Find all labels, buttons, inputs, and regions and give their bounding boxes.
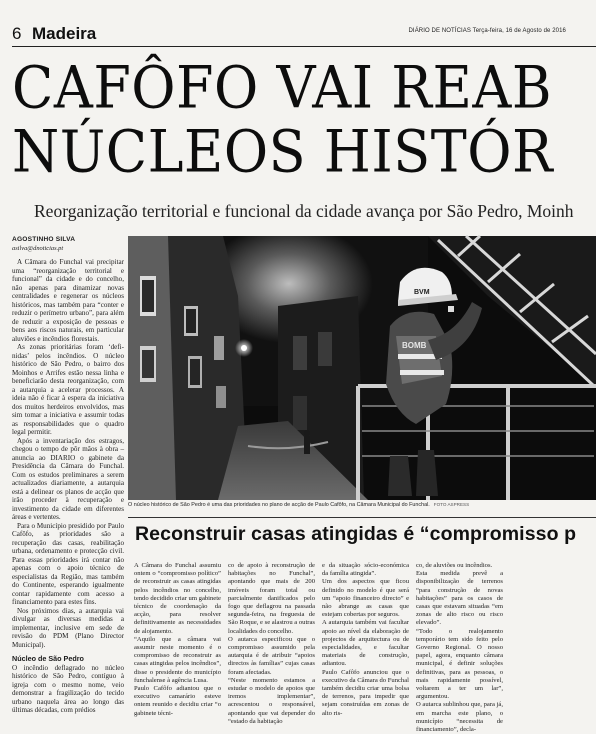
paragraph: O incêndio deflagrado no núcleo histórico de São Pedro, contíguo à igreja com o mesmo nome, veio demonstrar a fragilização do tecido urbano naquela área ao longo das últimas décadas, com prédios [12, 663, 124, 714]
vest-label: BOMB [402, 341, 427, 350]
paragraph: O autarca sublinhou que, para já, em marcha este plano, o município “necessita de financiamento”, decla- [416, 701, 503, 734]
byline: AGOSTINHO SILVA [12, 236, 76, 243]
paragraph: “Todo o realojamento temporário tem sido feito pelo Governo Regional. O nosso papel, agora, enquanto câmara municipal, é definir soluções definitivas, para as pessoas, o mais rapidamente possível, voltarem a ter um lar”, argumentou. [416, 627, 503, 701]
helmet-label: BVM [414, 289, 430, 296]
paragraph: Paulo Cafôfo anunciou que o executivo da Câmara do Funchal também decidiu criar uma bolsa de terrenos, para impedir que sejam construídas em zonas de alto ris- [322, 668, 409, 717]
paragraph: A Câmara do Funchal vai precipitar uma “reorganização territorial e funcional” da cidade e do concelho, não apenas para dinamizar novas centralidades e regenerar os núcleos históricos, mas também para “conter e reduzir o perímetro urbano”, para além de reduzir a exposição de pessoas e bens aos riscos naturais, em particular aluviões e incêndios florestais. [12, 258, 124, 343]
left-article-column [12, 236, 124, 715]
paragraph: A autarquia também vai facultar apoio ao nível da elaboração de projectos de arquitectura ou de especialidades, e facultar materiais de construção, adiantou. [322, 619, 409, 668]
page-header [12, 24, 596, 44]
headline-line-2: NÚCLEOS HISTÓR [12, 117, 554, 186]
paragraph: As zonas prioritárias foram ‘defi-nidas’ pelos incêndios. O núcleo histórico de São Pedro, o bairro dos Moinhos e Arrifes estão nessa linha e beneficiarão desta reorganização, com a autarquia a acelerar processos. A ideia não é ficar à espera da iniciativa dos muitos herdeiros envolvidos, mas sim tomar a iniciativa e assumir todas as responsabilidades que o quadro legal permitir. [12, 343, 124, 436]
paragraph: co de apoio à reconstrução de habitações no Funchal”, apontando que mais de 200 imóveis foram total ou parcialmente danificados pelo fogo que deflagrou na passada segunda-feira, na freguesia de São Roque, e se alastrou a outras localidades do concelho. [228, 562, 315, 635]
paragraph: Após a inventariação dos estragos, chegou o tempo de pôr mãos à obra – anuncia ao DIARIO o gabinete da Presidência da Câmara do Funchal. Com os estudos preliminares a serem actualizados diariamente, a autarquia está a delinear os planos de acção que irão proceder à recuperação e investimento da cidade em diferentes áreas e vertentes. [12, 436, 124, 521]
secondary-headline: Reconstruir casas atingidas é “compromisso p [135, 523, 577, 545]
paragraph: Para o Município presidido por Paulo Cafôfo, as prioridades são a recuperação das casas, reabilitação urbana, ordenamento e protecção civil. Para essas prioridades irá contar não apenas com o apoio técnico de especialistas da Região, mas também do Continente, esperando igualmente contar rapidamente com acesso a financiamento para estes fins. [12, 521, 124, 606]
caption-text: O núcleo histórico de São Pedro é uma das prioridades no plano de acção de Paulo Cafôfo, na Câmara Municipal do Funchal. [128, 502, 430, 508]
body-column-3 [322, 562, 409, 718]
subheadline: Reorganização territorial e funcional da cidade avança por São Pedro, Moinh [34, 201, 574, 221]
headline-line-1: CAFÔFO VAI REAB [12, 53, 553, 122]
paragraph: Nos próximos dias, a autarquia vai divulgar as diversas medidas a implementar, inclusive em sede de revisão do PDM (Plano Director Municipal). [12, 606, 124, 649]
section-name: Madeira [32, 24, 97, 43]
paragraph: O autarca especificou que o compromisso assumido pela autarquia é de atribuir “apoios directos às famílias” cujas casas foram afectadas. [228, 635, 315, 676]
author-email: asilva@dnoticias.pt [12, 244, 64, 252]
body-column-4 [416, 562, 503, 734]
photo-caption [128, 502, 596, 508]
news-photo-firefighter [128, 236, 596, 500]
photo-credit: FOTO ASPRESS [433, 502, 470, 507]
body-column-1 [134, 562, 221, 718]
paragraph: e da situação sócio-económica da família atingida”. [322, 562, 409, 578]
paragraph: Um dos aspectos que ficou definido no modelo é que será um “apoio financeiro directo” e não abrange as casas que estejam cobertas por seguros. [322, 578, 409, 619]
column-subhead: Núcleo de São Pedro [12, 654, 84, 663]
page-number: 6 [12, 24, 22, 43]
dateline: DIÁRIO DE NOTÍCIAS Terça-feira, 16 de Agosto de 2016 [408, 28, 566, 34]
header-divider [12, 46, 596, 47]
paragraph: A Câmara do Funchal assumiu ontem o “compromisso político” de reconstruir as casas atingidas pelos incêndios no concelho, tendo decidido criar um gabinete técnico de coordenação da acção, para resolver definitivamente as necessidades de alojamento. [134, 562, 221, 635]
photo-illustration [128, 236, 596, 500]
article-body-columns [134, 562, 596, 734]
paragraph: co, de aluviões ou incêndios. [416, 562, 493, 569]
body-column-2 [228, 562, 315, 726]
paragraph: “Neste momento estamos a estudar o modelo de apoios que iremos implementar”, acrescentou o responsável, apontando que vai depender do “estado da habitação [228, 676, 315, 725]
section-divider [128, 517, 596, 518]
paragraph: Esta medida prevê a disponibilização de terrenos “para construção de novas habitações” para os casos de casas que estavam situadas “em zonas de alto risco ou risco elevado”. [416, 570, 503, 627]
paragraph: “Aquilo que a câmara vai assumir neste momento é o compromisso de reconstruir as casas atingidas pelos incêndios”, disse o presidente do município funchalense à agência Lusa. [134, 635, 221, 684]
paragraph: Paulo Cafôfo adiantou que o executivo camarário esteve ontem reunido e decidiu criar “o gabinete técni- [134, 685, 221, 717]
